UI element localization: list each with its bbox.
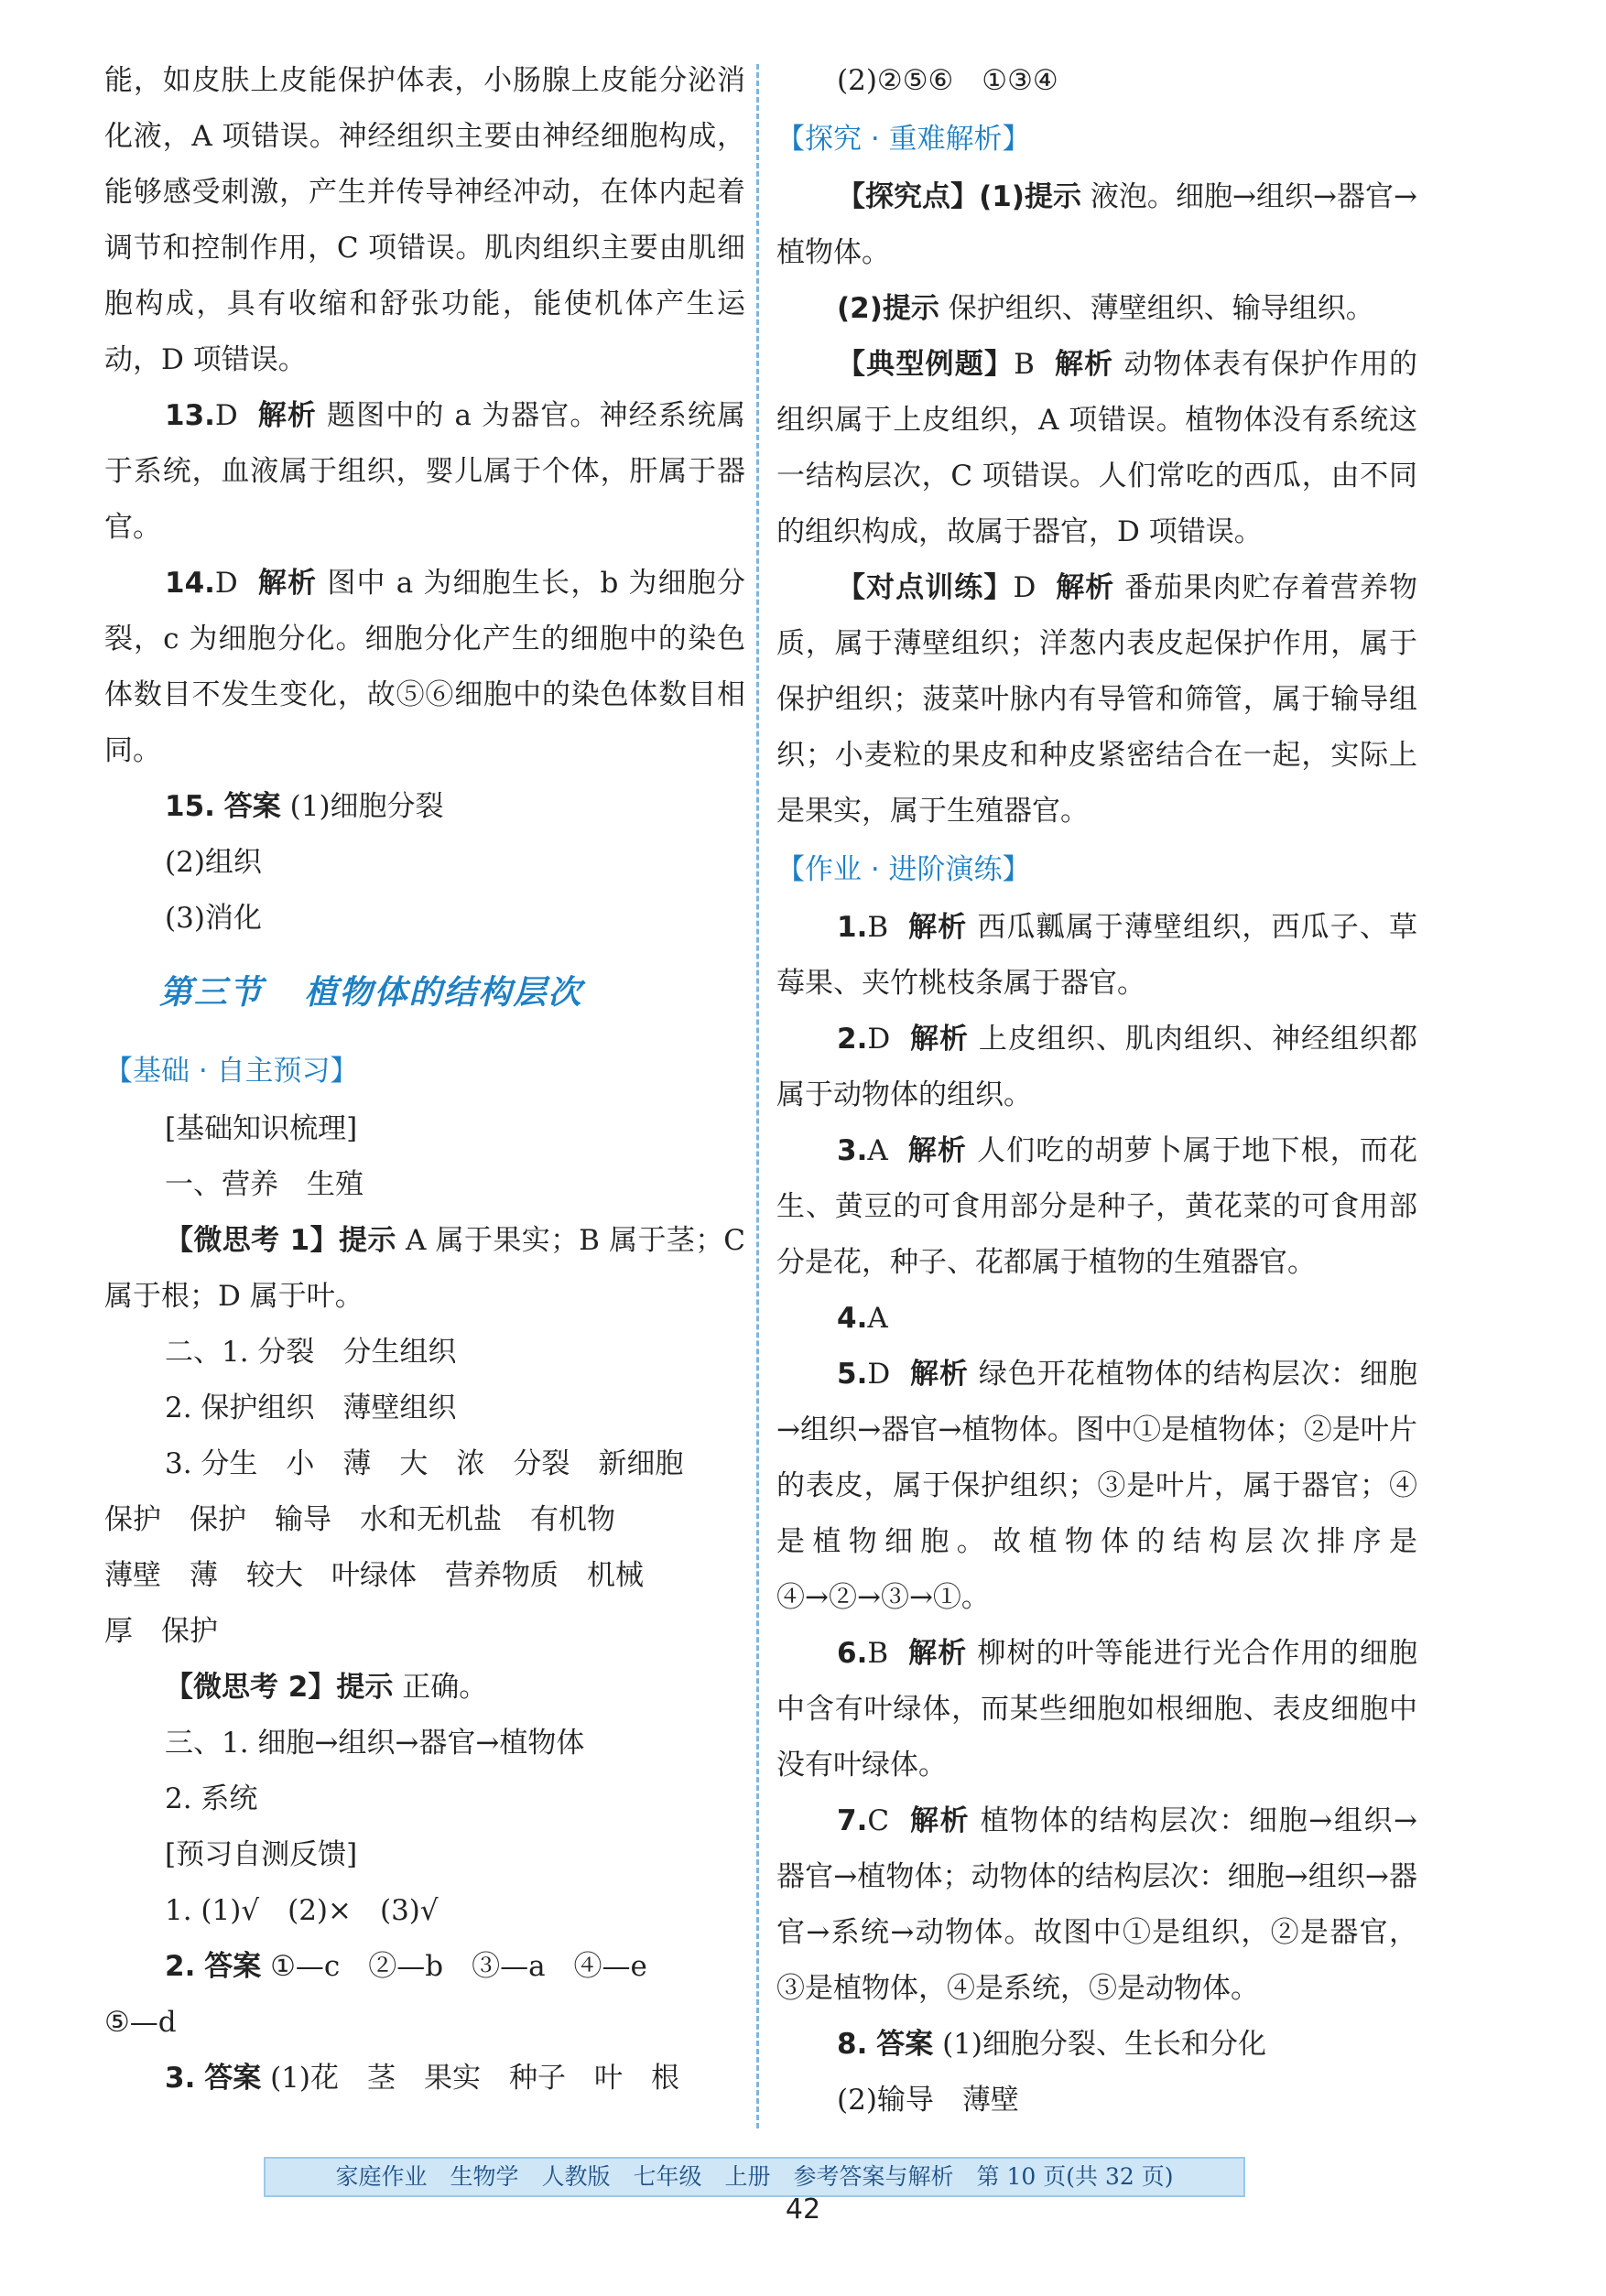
hw-answer-6: 6.B 解析 柳树的叶等能进行光合作用的细胞中含有叶绿体，而某些细胞如根细胞、表皮细胞中没有叶绿体。 [776, 1637, 1418, 1782]
selftest-3: 3. 答案 (1)花 茎 果实 种子 叶 根 [165, 2062, 679, 2095]
selftest-2-cont: ⑤—d [104, 2006, 177, 2039]
item-2-3-cont2: 薄壁 薄 较大 叶绿体 营养物质 机械 [104, 1559, 644, 1592]
left-column [104, 53, 745, 2106]
item-2-3-cont3: 厚 保护 [104, 1615, 218, 1648]
item-2-1: 二、1. 分裂 分生组织 [165, 1336, 457, 1369]
hw-answer-8: 8. 答案 (1)细胞分裂、生长和分化 [837, 2028, 1266, 2061]
answer-15-line3: (3)消化 [165, 902, 262, 935]
subheading-selftest: [预习自测反馈] [165, 1838, 358, 1871]
answer-15: 15. 答案 (1)细胞分裂 [165, 790, 444, 823]
hw-answer-2: 2.D 解析 上皮组织、肌肉组织、神经组织都属于动物体的组织。 [776, 1023, 1418, 1111]
column-divider [756, 64, 759, 2128]
hw-answer-8-line2: (2)输导 薄壁 [837, 2084, 1019, 2117]
paragraph-continued: 能，如皮肤上皮能保护体表，小肠腺上皮能分泌消化液，A 项错误。神经组织主要由神经细胞构成，能够感受刺激，产生并传导神经冲动，在体内起着调节和控制作用，C 项错误。肌肉组织主要由肌细胞构成，具有收缩和舒张功能，能使机体产生运动，D 项错误。 [104, 64, 745, 376]
item-1: 一、营养 生殖 [165, 1168, 364, 1201]
micro-think-2: 【微思考 2】提示 正确。 [165, 1671, 488, 1704]
hw-answer-1: 1.B 解析 西瓜瓤属于薄壁组织，西瓜子、草莓果、夹竹桃枝条属于器官。 [776, 911, 1418, 1000]
section-heading-basic: 【基础 · 自主预习】 [104, 1055, 359, 1088]
chapter-title: 第三节 植物体的结构层次 [159, 974, 583, 1012]
hw-answer-4: 4.A [837, 1302, 888, 1335]
answer-13: 13.D 解析 题图中的 a 为器官。神经系统属于系统，血液属于组织，婴儿属于个体，肝属于器官。 [104, 399, 745, 544]
right-column [776, 53, 1417, 2128]
typical-example: 【典型例题】B 解析 动物体表有保护作用的组织属于上皮组织，A 项错误。植物体没有系统这一结构层次，C 项错误。人们常吃的西瓜，由不同的组织构成，故属于器官，D 项错误。 [776, 348, 1418, 548]
item-3-1: 三、1. 细胞→组织→器官→植物体 [165, 1727, 585, 1760]
selftest-2: 2. 答案 ①—c ②—b ③—a ④—e [165, 1950, 647, 1983]
hw-answer-5: 5.D 解析 绿色开花植物体的结构层次：细胞→组织→器官→植物体。图中①是植物体；②是叶片的表皮，属于保护组织；③是叶片，属于器官；④是植物细胞。故植物体的结构层次排序是④→②→③→①。 [776, 1358, 1418, 1614]
selftest-1: 1. (1)√ (2)× (3)√ [165, 1894, 439, 1927]
item-2-3: 3. 分生 小 薄 大 浓 分裂 新细胞 [165, 1447, 684, 1480]
section-heading-homework: 【作业 · 进阶演练】 [776, 853, 1031, 886]
section-heading-explore: 【探究 · 重难解析】 [776, 123, 1031, 156]
micro-think-1: 【微思考 1】提示 A 属于果实；B 属于茎；C 属于根；D 属于叶。 [104, 1224, 745, 1313]
answer-14: 14.D 解析 图中 a 为细胞生长，b 为细胞分裂，c 为细胞分化。细胞分化产生的细胞中的染色体数目不发生变化，故⑤⑥细胞中的染色体数目相同。 [104, 567, 746, 767]
explore-point-1: 【探究点】(1)提示 液泡。细胞→组织→器官→植物体。 [776, 180, 1417, 269]
item-2-3-cont1: 保护 保护 输导 水和无机盐 有机物 [104, 1503, 615, 1536]
subheading-knowledge: [基础知识梳理] [165, 1112, 358, 1145]
hw-answer-7: 7.C 解析 植物体的结构层次：细胞→组织→器官→植物体；动物体的结构层次：细胞→组织→器官→系统→动物体。故图中①是组织，②是器官，③是植物体，④是系统，⑤是动物体。 [776, 1804, 1417, 2005]
item-3-2: 2. 系统 [165, 1782, 258, 1815]
answer-15-line2: (2)组织 [165, 846, 262, 879]
item-2-2: 2. 保护组织 薄壁组织 [165, 1392, 457, 1424]
page-number: 42 [785, 2193, 821, 2226]
explore-point-2: (2)提示 保护组织、薄壁组织、输导组织。 [837, 292, 1374, 325]
hw-answer-3: 3.A 解析 人们吃的胡萝卜属于地下根，而花生、黄豆的可食用部分是种子，黄花菜的可食用部分是花，种子、花都属于植物的生殖器官。 [776, 1134, 1417, 1279]
footer-bar: 家庭作业 生物学 人教版 七年级 上册 参考答案与解析 第 10 页(共 32 页) [264, 2157, 1245, 2197]
selftest-3-cont: (2)②⑤⑥ ①③④ [837, 64, 1058, 97]
targeted-training: 【对点训练】D 解析 番茄果肉贮存着营养物质，属于薄壁组织；洋葱内表皮起保护作用，属于保护组织；菠菜叶脉内有导管和筛管，属于输导组织；小麦粒的果皮和种皮紧密结合在一起，实际上是果实，属于生殖器官。 [776, 571, 1417, 828]
